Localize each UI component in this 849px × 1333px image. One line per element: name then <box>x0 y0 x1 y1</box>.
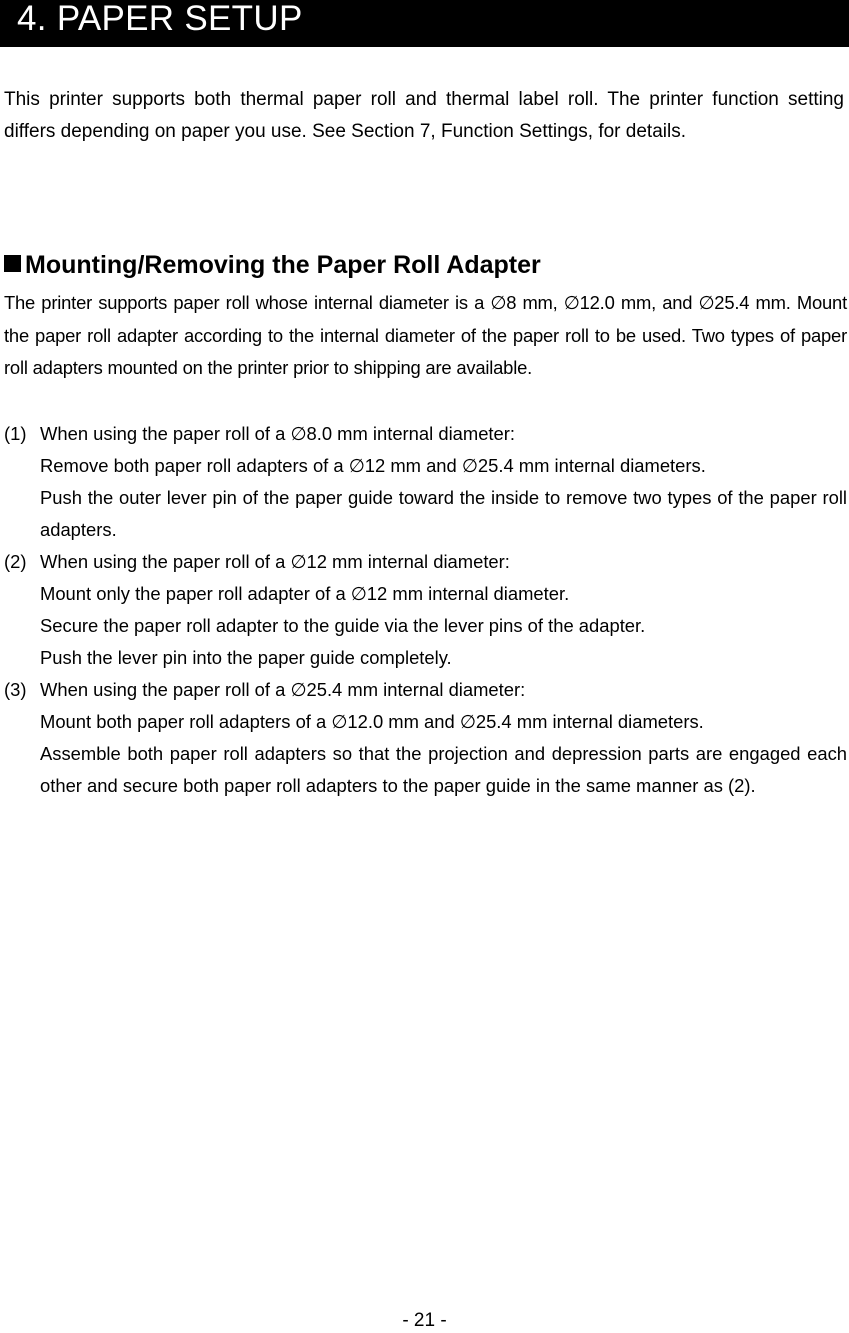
step-line: Mount both paper roll adapters of a ∅12.0 mm and ∅25.4 mm internal diameters. <box>40 711 704 732</box>
step-title: When using the paper roll of a ∅25.4 mm internal diameter: <box>40 679 526 700</box>
step-line: Remove both paper roll adapters of a ∅12 mm and ∅25.4 mm internal diameters. <box>40 455 706 476</box>
step-line: Secure the paper roll adapter to the guide via the lever pins of the adapter. <box>40 615 646 636</box>
steps-list <box>4 418 847 802</box>
page-number: - 21 - <box>402 1310 447 1331</box>
subsection-heading-text: Mounting/Removing the Paper Roll Adapter <box>25 251 541 279</box>
step-item <box>4 418 847 546</box>
step-number: (3) <box>4 679 27 700</box>
step-item <box>4 674 847 802</box>
lead-paragraph: The printer supports paper roll whose internal diameter is a ∅8 mm, ∅12.0 mm, and ∅25.4 mm. Mount the paper roll adapter according to the internal diameter of the paper roll to be used. Two types of paper roll adapters mounted on the printer prior to shipping are available. <box>4 292 847 378</box>
step-line: Assemble both paper roll adapters so that the projection and depression parts are engaged each other and secure both paper roll adapters to the paper guide in the same manner as (2). <box>40 743 847 796</box>
step-item <box>4 546 847 674</box>
intro-paragraph: This printer supports both thermal paper roll and thermal label roll. The printer function setting differs depending on paper you use. See Section 7, Function Settings, for details. <box>4 89 844 142</box>
step-line: Push the outer lever pin of the paper guide toward the inside to remove two types of the paper roll adapters. <box>40 487 847 540</box>
section-title: 4. PAPER SETUP <box>17 0 303 38</box>
step-title: When using the paper roll of a ∅12 mm internal diameter: <box>40 551 510 572</box>
step-number: (1) <box>4 423 27 444</box>
subsection-heading <box>4 248 541 282</box>
square-bullet-icon <box>4 255 21 272</box>
step-title: When using the paper roll of a ∅8.0 mm internal diameter: <box>40 423 515 444</box>
step-line: Push the lever pin into the paper guide completely. <box>40 647 452 668</box>
section-title-bar <box>0 0 849 47</box>
step-number: (2) <box>4 551 27 572</box>
step-line: Mount only the paper roll adapter of a ∅12 mm internal diameter. <box>40 583 570 604</box>
